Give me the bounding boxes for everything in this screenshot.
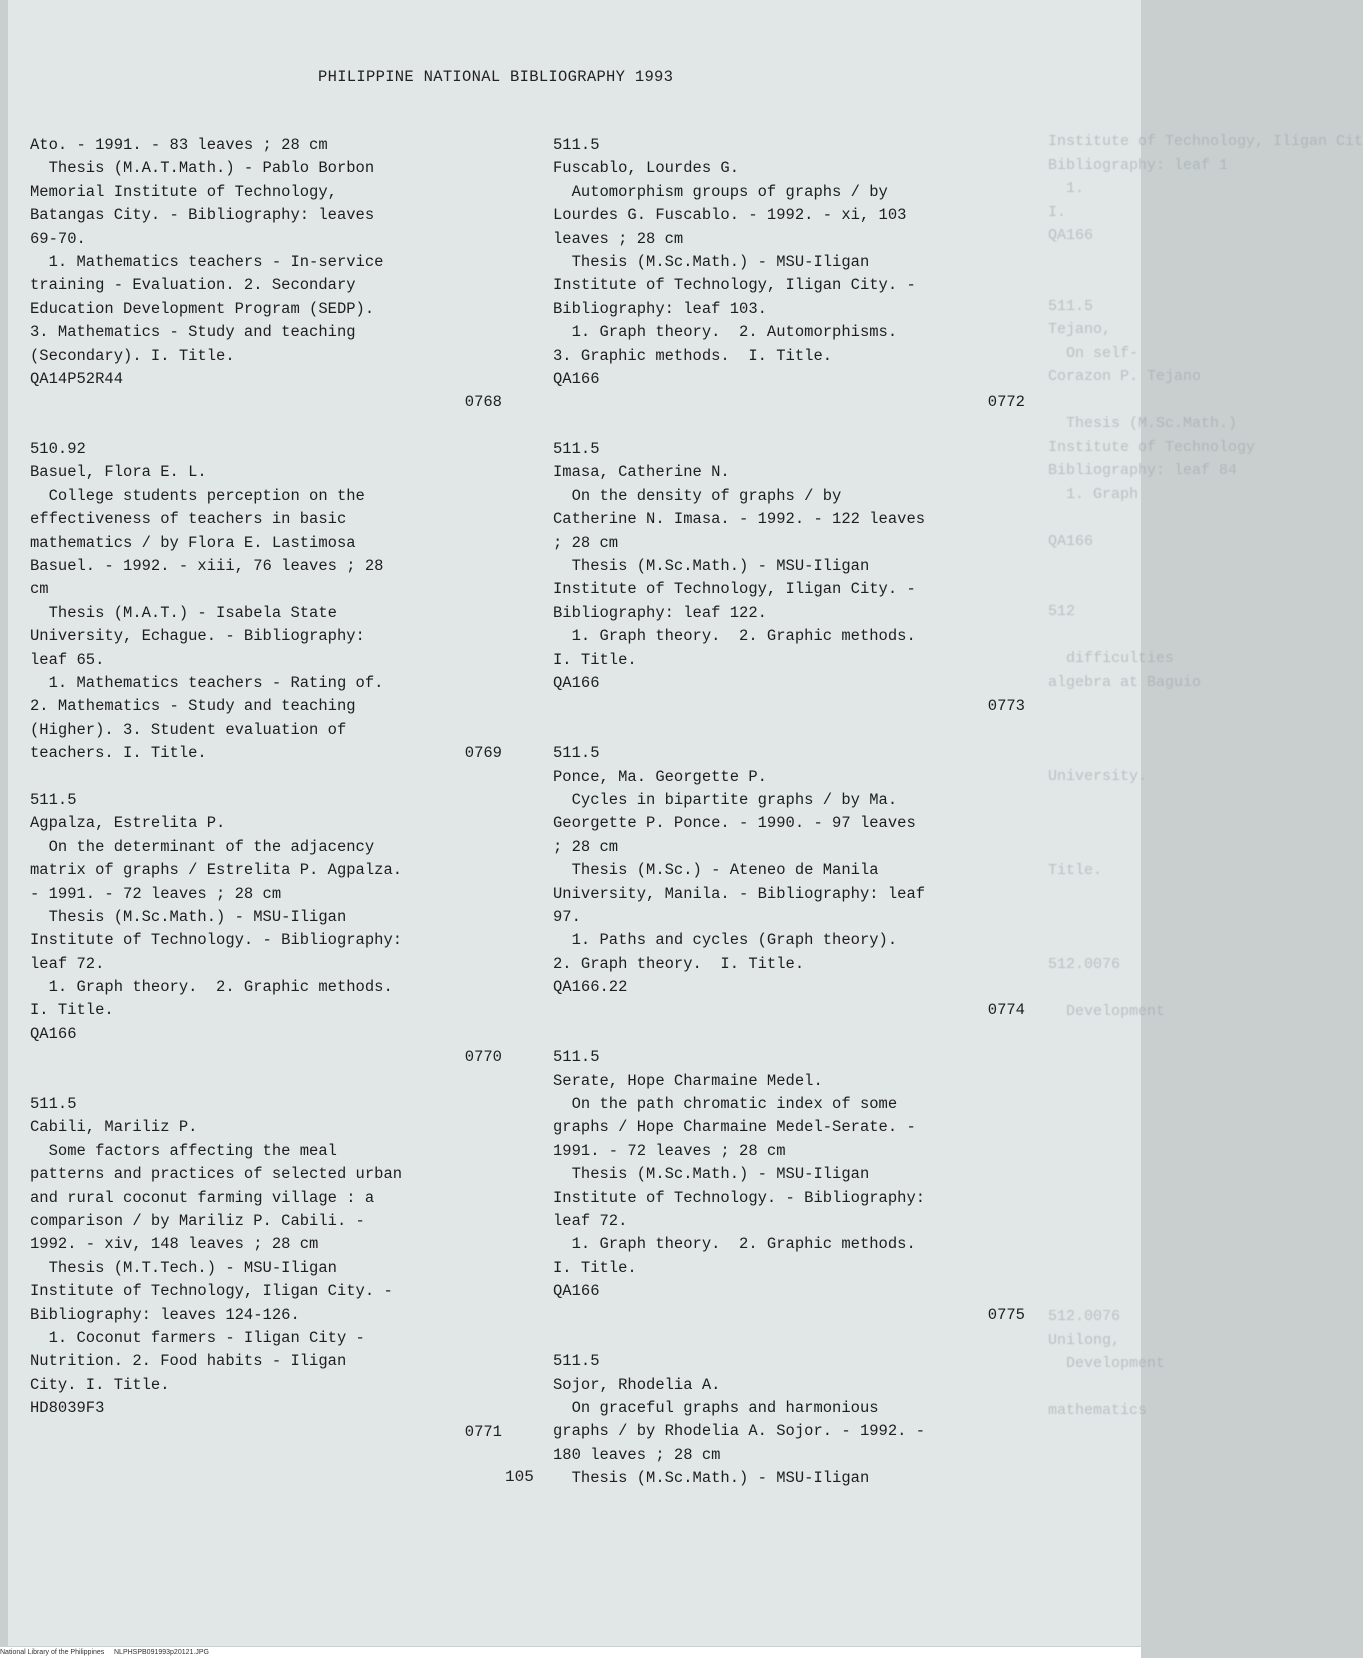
bibliography-entry: [553, 1350, 1033, 1490]
entry-line: City. I. Title.: [30, 1375, 170, 1394]
entry-line: I. Title.: [30, 1001, 114, 1020]
entry-line: Cabili, Mariliz P.: [30, 1118, 198, 1137]
entry-line: Nutrition. 2. Food habits - Iligan: [30, 1352, 347, 1371]
entry-line: 180 leaves ; 28 cm: [553, 1445, 721, 1464]
entry-line: Education Development Program (SEDP).: [30, 299, 375, 318]
entry-line: Thesis (M.Sc.Math.) - MSU-Iligan: [553, 557, 870, 576]
entry-line: Bibliography: leaves 124-126.: [30, 1305, 300, 1324]
entry-line: Some factors affecting the meal: [30, 1141, 337, 1160]
page-header: PHILIPPINE NATIONAL BIBLIOGRAPHY 1993: [318, 68, 674, 86]
entry-line: graphs / Hope Charmaine Medel-Serate. -: [553, 1118, 916, 1137]
entry-line: 511.5: [553, 1048, 600, 1067]
entry-line: Serate, Hope Charmaine Medel.: [553, 1071, 823, 1090]
entry-line: 2. Graph theory. I. Title.: [553, 954, 805, 973]
entry-line: 1. Mathematics teachers - In-service: [30, 252, 384, 271]
entry-line: QA166: [553, 1282, 600, 1301]
entry-line: training - Evaluation. 2. Secondary: [30, 276, 356, 295]
entry-line: HD8039F3: [30, 1399, 105, 1418]
entry-number: 0772: [987, 393, 1025, 412]
entry-line: and rural coconut farming village : a: [30, 1188, 375, 1207]
entry-line: Batangas City. - Bibliography: leaves: [30, 206, 375, 225]
entry-line: Automorphism groups of graphs / by: [553, 182, 888, 201]
entry-line: Ponce, Ma. Georgette P.: [553, 767, 767, 786]
entry-line: 511.5: [553, 744, 600, 763]
entry-line: leaf 72.: [30, 954, 105, 973]
entry-line: QA166: [30, 1024, 77, 1043]
entry-line: 69-70.: [30, 229, 86, 248]
entry-number: 0768: [464, 393, 502, 412]
document-page: [8, 0, 1363, 1646]
entry-line: Agpalza, Estrelita P.: [30, 814, 226, 833]
entry-line: 1. Coconut farmers - Iligan City -: [30, 1328, 365, 1347]
entry-line: I. Title.: [553, 1258, 637, 1277]
entry-line: Catherine N. Imasa. - 1992. - 122 leaves: [553, 510, 926, 529]
entry-line: On the determinant of the adjacency: [30, 837, 375, 856]
page-number: 105: [505, 1468, 534, 1486]
entry-line: 511.5: [30, 790, 77, 809]
entry-line: On the path chromatic index of some: [553, 1095, 898, 1114]
entry-line: ; 28 cm: [553, 533, 619, 552]
entry-line: leaf 65.: [30, 650, 105, 669]
entry-line: Thesis (M.A.T.) - Isabela State: [30, 603, 337, 622]
entry-line: Thesis (M.Sc.Math.) - MSU-Iligan: [553, 1165, 870, 1184]
entry-number: 0769: [464, 744, 502, 763]
entry-line: Ato. - 1991. - 83 leaves ; 28 cm: [30, 136, 328, 154]
entry-line: QA166: [553, 369, 600, 388]
entry-line: Thesis (M.T.Tech.) - MSU-Iligan: [30, 1258, 337, 1277]
entry-line: Thesis (M.A.T.Math.) - Pablo Borbon: [30, 159, 375, 178]
entry-line: QA166.22: [553, 978, 628, 997]
bibliography-entry: [30, 134, 510, 415]
entry-line: 1. Paths and cycles (Graph theory).: [553, 931, 898, 950]
entry-line: 511.5: [553, 440, 600, 459]
entry-line: cm: [30, 580, 49, 599]
entry-line: 2. Mathematics - Study and teaching: [30, 697, 356, 716]
scan-credit-footer: National Library of the Philippines NLPHSPB091993p20121.JPG: [0, 1647, 1141, 1658]
entry-line: teachers. I. Title.: [30, 744, 207, 763]
entry-line: matrix of graphs / Estrelita P. Agpalza.: [30, 861, 403, 880]
right-column: [553, 134, 1033, 1514]
entry-line: 3. Graphic methods. I. Title.: [553, 346, 833, 365]
entry-line: College students perception on the: [30, 486, 365, 505]
entry-line: leaf 72.: [553, 1211, 628, 1230]
bibliography-entry: [553, 438, 1033, 719]
entry-line: Sojor, Rhodelia A.: [553, 1375, 721, 1394]
entry-number: 0775: [987, 1305, 1025, 1324]
entry-line: 1. Mathematics teachers - Rating of.: [30, 673, 384, 692]
entry-line: (Higher). 3. Student evaluation of: [30, 720, 347, 739]
entry-line: Thesis (M.Sc.Math.) - MSU-Iligan: [553, 1469, 870, 1488]
entry-line: leaves ; 28 cm: [553, 229, 684, 248]
entry-line: 1. Graph theory. 2. Automorphisms.: [553, 323, 898, 342]
entry-line: Basuel, Flora E. L.: [30, 463, 207, 482]
entry-line: 1. Graph theory. 2. Graphic methods.: [553, 627, 916, 646]
entry-line: Thesis (M.Sc.Math.) - MSU-Iligan: [30, 907, 347, 926]
entry-line: effectiveness of teachers in basic: [30, 510, 347, 529]
left-column: [30, 134, 510, 1467]
entry-line: Lourdes G. Fuscablo. - 1992. - xi, 103: [553, 206, 907, 225]
entry-line: Fuscablo, Lourdes G.: [553, 159, 740, 178]
entry-line: comparison / by Mariliz P. Cabili. -: [30, 1211, 365, 1230]
entry-line: Institute of Technology, Iligan City. -: [553, 580, 916, 599]
entry-line: Imasa, Catherine N.: [553, 463, 730, 482]
entry-number: 0774: [987, 1001, 1025, 1020]
entry-line: Bibliography: leaf 122.: [553, 603, 767, 622]
entry-line: Basuel. - 1992. - xiii, 76 leaves ; 28: [30, 557, 384, 576]
entry-line: On graceful graphs and harmonious: [553, 1399, 879, 1418]
entry-line: Institute of Technology, Iligan City. -: [553, 276, 916, 295]
entry-line: Thesis (M.Sc.) - Ateneo de Manila: [553, 861, 879, 880]
entry-line: I. Title.: [553, 650, 637, 669]
entry-line: ; 28 cm: [553, 837, 619, 856]
entry-line: QA166: [553, 673, 600, 692]
bibliography-entry: [553, 742, 1033, 1023]
entry-line: 3. Mathematics - Study and teaching: [30, 323, 356, 342]
entry-line: QA14P52R44: [30, 369, 124, 388]
entry-line: Thesis (M.Sc.Math.) - MSU-Iligan: [553, 252, 870, 271]
entry-line: patterns and practices of selected urban: [30, 1165, 403, 1184]
entry-line: Cycles in bipartite graphs / by Ma.: [553, 790, 898, 809]
entry-line: 1. Graph theory. 2. Graphic methods.: [30, 978, 393, 997]
entry-line: Georgette P. Ponce. - 1990. - 97 leaves: [553, 814, 916, 833]
bibliography-entry: [553, 134, 1033, 415]
entry-line: Bibliography: leaf 103.: [553, 299, 767, 318]
entry-line: University, Echague. - Bibliography:: [30, 627, 365, 646]
entry-line: mathematics / by Flora E. Lastimosa: [30, 533, 356, 552]
entry-line: Institute of Technology. - Bibliography:: [553, 1188, 926, 1207]
entry-line: On the density of graphs / by: [553, 486, 842, 505]
bibliography-entry: [553, 1046, 1033, 1327]
entry-line: 1. Graph theory. 2. Graphic methods.: [553, 1235, 916, 1254]
entry-line: 1991. - 72 leaves ; 28 cm: [553, 1141, 786, 1160]
entry-line: graphs / by Rhodelia A. Sojor. - 1992. -: [553, 1422, 926, 1441]
entry-line: 1992. - xiv, 148 leaves ; 28 cm: [30, 1235, 319, 1254]
entry-line: 511.5: [30, 1095, 77, 1114]
entry-number: 0770: [464, 1048, 502, 1067]
entry-line: - 1991. - 72 leaves ; 28 cm: [30, 884, 282, 903]
bibliography-entry: [30, 1093, 510, 1444]
entry-line: Institute of Technology, Iligan City. -: [30, 1282, 393, 1301]
entry-line: 511.5: [553, 136, 600, 154]
bleed-through-text: Institute of Technology, Iligan Cit Bibliography: leaf 1 1. I. QA166 511.5 Tejano, On self- Corazon P. Tejano Thesis (M.Sc.Math.) Institute of Technology Bibliography: leaf 84 1. Graph QA166 512 difficulties algebra at Baguio University. Title. 512.0076 Development 512.0076 Unilong, Development mathematics: [1048, 133, 1363, 1419]
entry-line: 97.: [553, 907, 581, 926]
bibliography-entry: [30, 789, 510, 1070]
entry-line: 510.92: [30, 440, 86, 459]
entry-line: Institute of Technology. - Bibliography:: [30, 931, 403, 950]
entry-line: Memorial Institute of Technology,: [30, 182, 337, 201]
entry-line: University, Manila. - Bibliography: leaf: [553, 884, 926, 903]
entry-number: 0771: [464, 1422, 502, 1441]
entry-number: 0773: [987, 697, 1025, 716]
entry-line: (Secondary). I. Title.: [30, 346, 235, 365]
entry-line: 511.5: [553, 1352, 600, 1371]
bibliography-entry: [30, 438, 510, 765]
